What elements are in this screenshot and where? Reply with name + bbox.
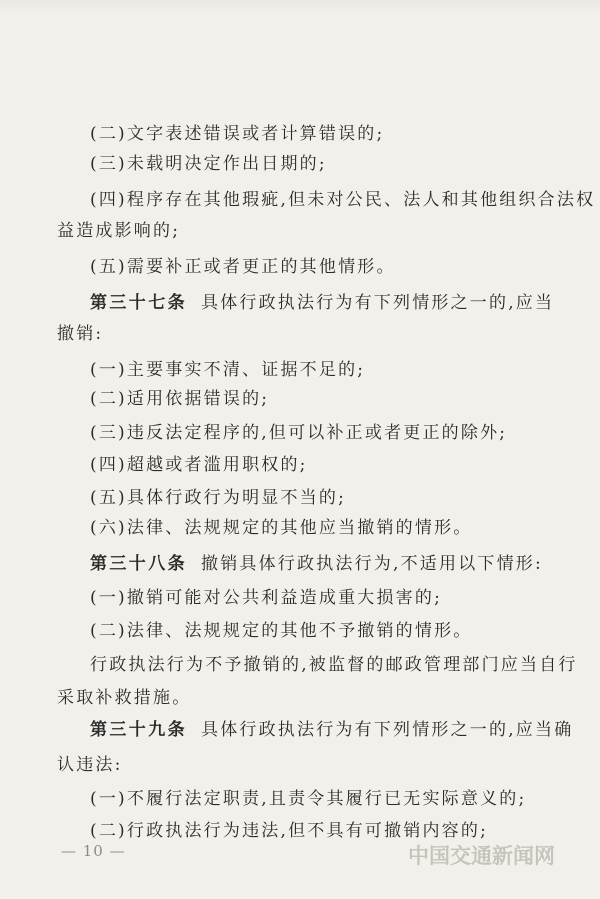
line-text: (三)违反法定程序的,但可以补正或者更正的除外; [90, 423, 508, 443]
line-text: (二)行政执法行为违法,但不具有可撤销内容的; [90, 821, 488, 841]
line-text: 撤销具体行政执法行为,不适用以下情形: [201, 554, 543, 574]
article-number: 第三十九条 [90, 720, 187, 740]
text-line [90, 356, 600, 384]
text-line [90, 484, 600, 512]
line-text: (二)法律、法规规定的其他不予撤销的情形。 [90, 621, 473, 641]
line-text: (四)程序存在其他瑕疵,但未对公民、法人和其他组织合法权 [90, 190, 596, 210]
article-heading-39 [90, 716, 600, 744]
line-text: (二)适用依据错误的; [90, 389, 270, 409]
line-text: (五)具体行政行为明显不当的; [90, 488, 346, 508]
text-line [57, 751, 600, 779]
line-text: (一)撤销可能对公共利益造成重大损害的; [90, 588, 442, 608]
watermark: 中国交通新闻网 [408, 844, 555, 868]
article-heading-38 [90, 550, 600, 578]
article-number: 第三十八条 [90, 554, 187, 574]
text-line [90, 120, 600, 148]
line-text: (一)主要事实不清、证据不足的; [90, 360, 366, 380]
text-line [90, 514, 600, 542]
line-text: 益造成影响的; [57, 221, 181, 241]
text-line [90, 419, 600, 447]
text-line [90, 617, 600, 645]
text-line [90, 186, 600, 214]
text-line [90, 584, 600, 612]
line-text: 具体行政执法行为有下列情形之一的,应当确 [201, 720, 574, 740]
line-text: (四)超越或者滥用职权的; [90, 455, 308, 475]
text-line [90, 253, 600, 281]
page-number: — 10 — [61, 842, 126, 860]
text-line [57, 217, 600, 245]
text-line [90, 651, 600, 679]
line-text: (三)未载明决定作出日期的; [90, 154, 327, 174]
line-text: 认违法: [57, 755, 123, 775]
text-line [57, 684, 600, 712]
line-text: 撤销: [57, 324, 104, 344]
text-line [90, 385, 600, 413]
text-line [57, 320, 600, 348]
text-line [90, 785, 600, 813]
article-number: 第三十七条 [90, 293, 187, 313]
line-text: 行政执法行为不予撤销的,被监督的邮政管理部门应当自行 [90, 655, 578, 675]
line-text: (五)需要补正或者更正的其他情形。 [90, 257, 396, 277]
text-line [90, 150, 600, 178]
page-top-edge [0, 0, 600, 14]
line-text: (二)文字表述错误或者计算错误的; [90, 124, 385, 144]
line-text: (六)法律、法规规定的其他应当撤销的情形。 [90, 518, 473, 538]
line-text: 采取补救措施。 [57, 688, 192, 708]
line-text: (一)不履行法定职责,且责令其履行已无实际意义的; [90, 789, 527, 809]
text-line [90, 451, 600, 479]
line-text: 具体行政执法行为有下列情形之一的,应当 [201, 293, 555, 313]
article-heading-37 [90, 289, 600, 317]
